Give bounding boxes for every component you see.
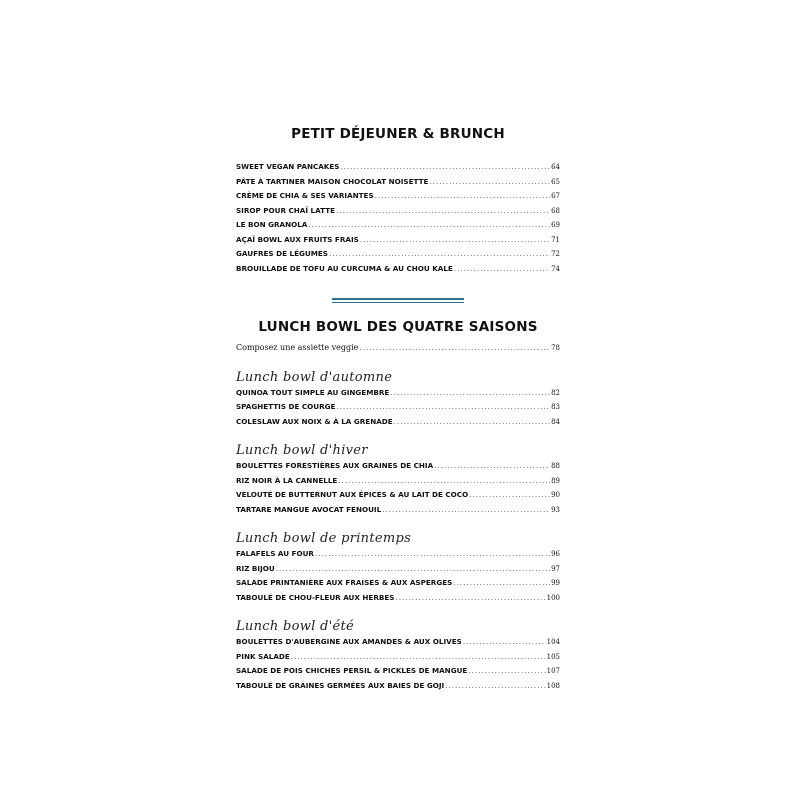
toc-entry-label: COLESLAW AUX NOIX & À LA GRENADE (236, 416, 393, 426)
dot-leader (276, 562, 550, 577)
toc-entry-page: 104 (546, 638, 560, 646)
toc-entry-page: 72 (551, 250, 560, 258)
toc-entry-page: 93 (551, 505, 560, 514)
lunch-entry-list (236, 341, 560, 356)
toc-entry-page: 99 (551, 579, 560, 587)
toc-entry-page: 68 (551, 206, 560, 215)
toc-entry-label: QUINOA TOUT SIMPLE AU GINGEMBRE (236, 387, 390, 397)
dot-leader (434, 459, 550, 474)
toc-entry[interactable] (236, 160, 560, 175)
toc-entry-label: SALADE PRINTANIÈRE AUX FRAISES & AUX ASPERGES (236, 578, 453, 587)
toc-entry-page: 83 (551, 403, 560, 411)
toc-entry[interactable] (236, 189, 560, 204)
toc-entry-page: 64 (551, 163, 560, 171)
toc-entry-label: TABOULÉ DE CHOU-FLEUR AUX HERBES (236, 592, 395, 602)
toc-entry-label: GAUFRES DE LÉGUMES (236, 249, 328, 258)
toc-entry-page: 82 (551, 388, 560, 397)
season-sections (236, 370, 560, 694)
toc-entry-label: SWEET VEGAN PANCAKES (236, 162, 340, 171)
toc-entry-page: 100 (546, 593, 560, 602)
toc-entry-page: 69 (551, 221, 560, 229)
dot-leader (359, 341, 550, 356)
dot-leader (315, 547, 550, 562)
section-title-lunch: LUNCH BOWL DES QUATRE SAISONS (258, 319, 538, 335)
dot-leader (340, 160, 550, 175)
toc-entry[interactable] (236, 679, 560, 694)
toc-entry[interactable] (236, 503, 560, 518)
toc-entry-page: 108 (546, 681, 560, 690)
toc-entry-label: RIZ BIJOU (236, 563, 275, 573)
dot-leader (468, 664, 545, 679)
breakfast-entry-list (236, 160, 560, 276)
toc-entry-page: 89 (551, 476, 560, 485)
toc-entry-page: 65 (551, 177, 560, 186)
section-divider (332, 298, 464, 303)
toc-entry-page: 88 (551, 462, 560, 470)
toc-entry-label: AÇAÏ BOWL AUX FRUITS FRAIS (236, 234, 359, 244)
toc-entry-page: 90 (551, 491, 560, 499)
dot-leader (308, 218, 550, 233)
season-subheading: Lunch bowl d'hiver (236, 443, 368, 458)
toc-entry-intro[interactable] (236, 341, 560, 356)
toc-entry[interactable] (236, 650, 560, 665)
toc-entry[interactable] (236, 415, 560, 430)
toc-entry-page: 67 (551, 192, 560, 200)
season-subheading: Lunch bowl de printemps (236, 531, 412, 546)
toc-entry-label: BOULETTES D'AUBERGINE AUX AMANDES & AUX OLIVES (236, 637, 462, 646)
toc-entry[interactable] (236, 591, 560, 606)
dot-leader (375, 189, 550, 204)
toc-entry-label: SALADE DE POIS CHICHES PERSIL & PICKLES DE MANGUE (236, 666, 468, 675)
dot-leader (463, 635, 546, 650)
toc-entry-label: BOULETTES FORESTIÈRES AUX GRAINES DE CHIA (236, 461, 434, 470)
toc-entry[interactable] (236, 547, 560, 562)
toc-entry-label: FALAFELS AU FOUR (236, 549, 314, 558)
dot-leader (390, 386, 550, 401)
toc-entry-page: 74 (551, 264, 560, 273)
toc-entry-label: TARTARE MANGUE AVOCAT FENOUIL (236, 504, 382, 514)
table-of-contents (236, 126, 560, 693)
toc-entry-label: BROUILLADE DE TOFU AU CURCUMA & AU CHOU KALE (236, 263, 453, 273)
toc-entry[interactable] (236, 400, 560, 415)
toc-entry-label: PINK SALADE (236, 651, 290, 661)
toc-entry[interactable] (236, 204, 560, 219)
toc-entry-label: SPAGHETTIS DE COURGE (236, 402, 336, 411)
toc-entry[interactable] (236, 175, 560, 190)
toc-entry-label: TABOULÉ DE GRAINES GERMÉES AUX BAIES DE GOJI (236, 680, 445, 690)
toc-entry[interactable] (236, 262, 560, 277)
toc-entry-label: PÂTE À TARTINER MAISON CHOCOLAT NOISETTE (236, 176, 429, 186)
toc-entry-label: VELOUTÉ DE BUTTERNUT AUX ÉPICES & AU LAIT DE COCO (236, 490, 469, 499)
section-title-breakfast: PETIT DÉJEUNER & BRUNCH (291, 126, 505, 142)
toc-entry[interactable] (236, 459, 560, 474)
dot-leader (338, 474, 550, 489)
toc-entry[interactable] (236, 576, 560, 591)
toc-entry-page: 96 (551, 550, 560, 558)
toc-entry-page: 84 (551, 417, 560, 426)
dot-leader (445, 679, 545, 694)
toc-entry[interactable] (236, 386, 560, 401)
dot-leader (336, 400, 550, 415)
toc-entry-label: Composez une assiette veggie (236, 343, 359, 352)
toc-entry[interactable] (236, 488, 560, 503)
season-subheading: Lunch bowl d'automne (236, 369, 393, 385)
toc-entry[interactable] (236, 247, 560, 262)
toc-entry[interactable] (236, 218, 560, 233)
toc-entry[interactable] (236, 474, 560, 489)
dot-leader (291, 650, 546, 665)
toc-entry[interactable] (236, 635, 560, 650)
dot-leader (336, 204, 550, 219)
dot-leader (360, 233, 550, 248)
season-subheading: Lunch bowl d'été (236, 619, 355, 634)
dot-leader (454, 262, 550, 277)
dot-leader (382, 503, 550, 518)
toc-entry-label: LE BON GRANOLA (236, 220, 308, 229)
toc-entry-page: 78 (551, 344, 560, 352)
toc-entry[interactable] (236, 664, 560, 679)
dot-leader (394, 415, 550, 430)
dot-leader (429, 175, 550, 190)
dot-leader (329, 247, 550, 262)
toc-entry-label: CRÈME DE CHIA & SES VARIANTES (236, 191, 374, 200)
toc-entry-page: 105 (546, 652, 560, 661)
toc-entry-label: SIROP POUR CHAÏ LATTE (236, 205, 336, 215)
toc-entry-page: 107 (546, 667, 560, 675)
toc-entry-label: RIZ NOIR À LA CANNELLE (236, 475, 338, 485)
dot-leader (469, 488, 550, 503)
dot-leader (395, 591, 545, 606)
toc-entry[interactable] (236, 233, 560, 248)
dot-leader (453, 576, 550, 591)
toc-entry-page: 97 (551, 564, 560, 573)
toc-entry[interactable] (236, 562, 560, 577)
toc-entry-page: 71 (551, 235, 560, 244)
